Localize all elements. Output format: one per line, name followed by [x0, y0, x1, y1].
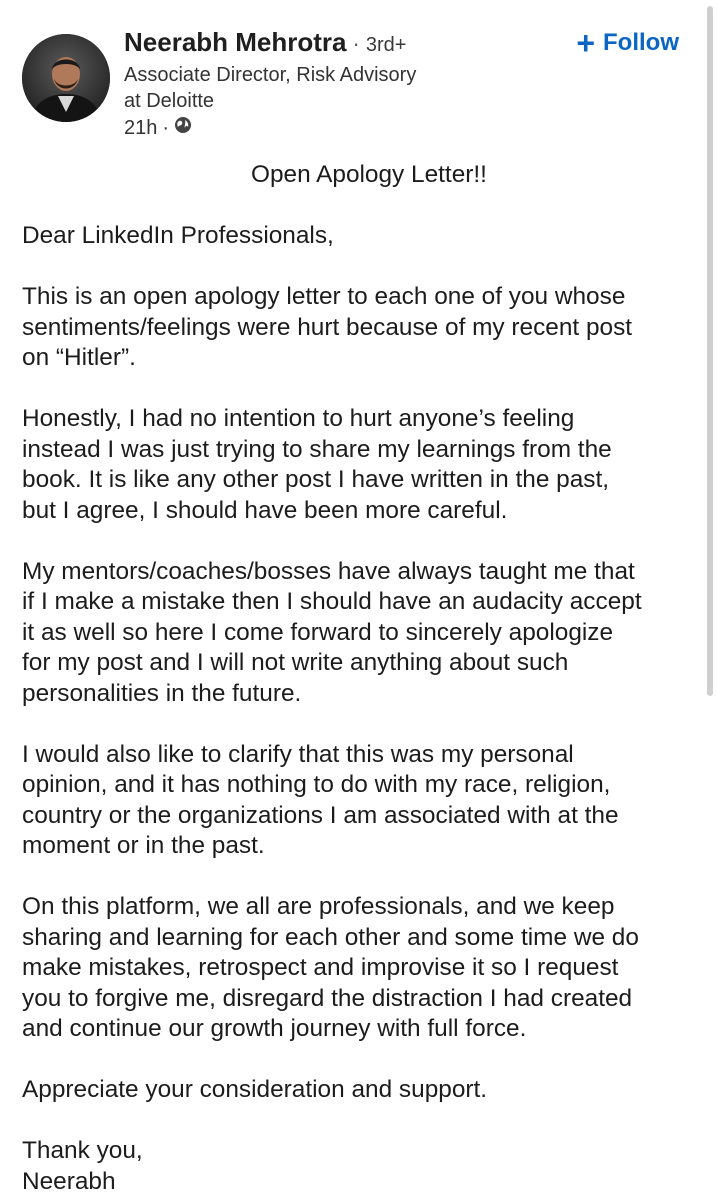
text-line: on “Hitler”. [22, 344, 136, 371]
author-name-line [124, 22, 554, 62]
text-line: Appreciate your consideration and support. [22, 1076, 488, 1103]
text-line: On this platform, we all are professionals, and we keep [22, 893, 615, 920]
text-line: make mistakes, retrospect and improvise it so I request [22, 954, 619, 981]
paragraph [22, 892, 702, 1045]
paragraph [22, 282, 702, 374]
letter-closing: Thank you, [22, 1137, 143, 1164]
follow-button[interactable] [576, 25, 679, 61]
letter-greeting: Dear LinkedIn Professionals, [22, 222, 334, 249]
letter-title: Open Apology Letter!! [251, 161, 487, 188]
scrollbar[interactable] [707, 6, 713, 696]
paragraph [22, 1075, 702, 1106]
paragraph [22, 557, 702, 710]
follow-label: Follow [603, 29, 679, 56]
post-header [22, 22, 695, 142]
time-separator: · [162, 117, 170, 139]
text-line: for my post and I will not write anything about such [22, 649, 569, 676]
name-separator: · [352, 31, 360, 56]
text-line: and continue our growth journey with full force. [22, 1015, 527, 1042]
author-name[interactable]: Neerabh Mehrotra [124, 27, 347, 57]
avatar[interactable] [22, 34, 110, 122]
headline-line: at Deloitte [124, 90, 215, 112]
text-line: but I agree, I should have been more careful. [22, 496, 508, 524]
author-headline [124, 62, 554, 114]
text-line: sentiments/feelings were hurt because of my recent post [22, 313, 633, 341]
headline-line: Associate Director, Risk Advisory [124, 64, 417, 86]
post-body [22, 160, 702, 1197]
text-line: opinion, and it has nothing to do with my race, religion, [22, 771, 611, 798]
author-meta [124, 22, 554, 141]
connection-degree: 3rd+ [365, 34, 407, 56]
post-time: 21h [124, 117, 158, 139]
text-line: My mentors/coaches/bosses have always taught me that [22, 557, 635, 585]
text-line: if I make a mistake then I should have an audacity accept [22, 588, 642, 615]
paragraph [22, 404, 702, 526]
text-line: you to forgive me, disregard the distraction I had created [22, 984, 633, 1012]
text-line: instead I was just trying to share my learnings from the [22, 435, 612, 463]
text-line: This is an open apology letter to each one of you whose [22, 283, 626, 310]
post-time-line [124, 115, 554, 141]
text-line: country or the organizations I am associated with at the [22, 801, 619, 829]
text-line: book. It is like any other post I have written in the past, [22, 466, 610, 493]
text-line: I would also like to clarify that this was my personal [22, 740, 574, 768]
text-line: Honestly, I had no intention to hurt anyone’s feeling [22, 405, 575, 432]
paragraph [22, 740, 702, 862]
plus-icon: + [576, 25, 596, 61]
globe-icon [174, 115, 192, 141]
text-line: personalities in the future. [22, 679, 302, 707]
text-line: sharing and learning for each other and some time we do [22, 923, 639, 951]
letter-signature: Neerabh [22, 1167, 116, 1195]
text-line: moment or in the past. [22, 832, 265, 859]
text-line: it as well so here I come forward to sincerely apologize [22, 618, 614, 646]
